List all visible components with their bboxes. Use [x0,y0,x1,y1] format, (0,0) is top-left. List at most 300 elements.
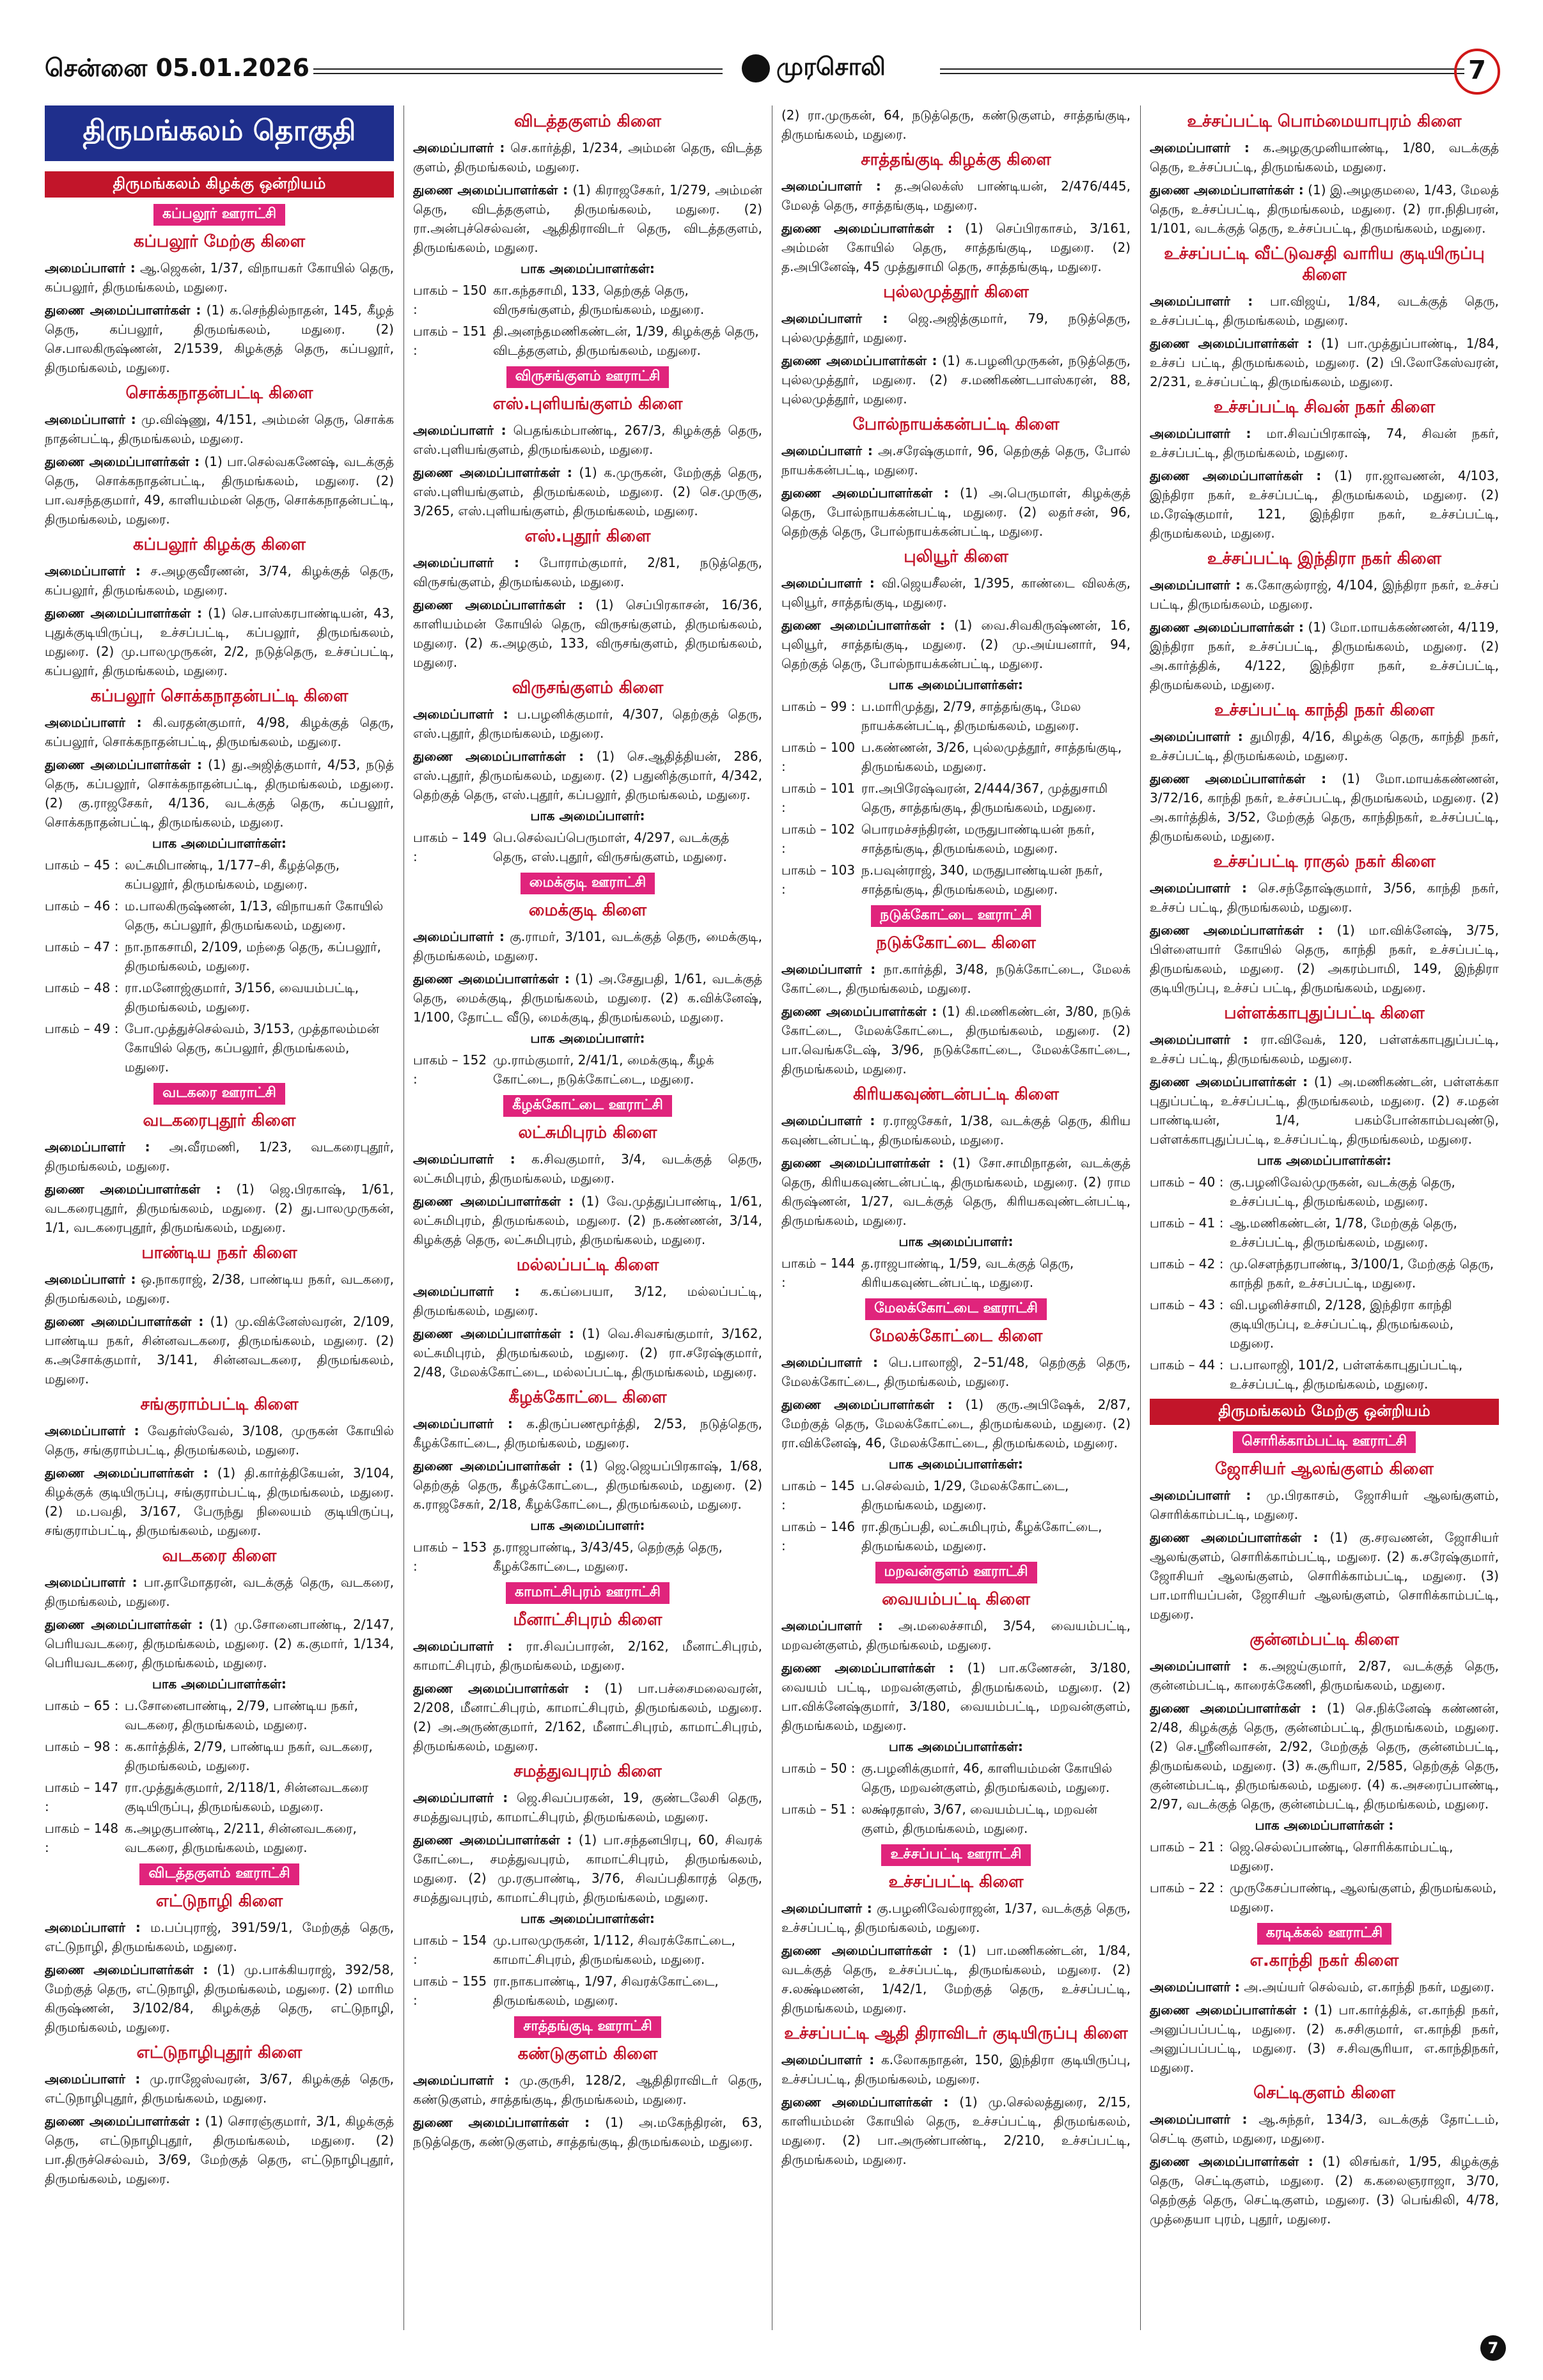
member-entry [1150,2000,1499,2077]
booth-agent-row [45,1778,394,1816]
role-label: அமைப்பாளர் : [413,706,508,722]
member-details: கு.பழனிவேல்ராஜன், 1/37, வடக்குத் தெரு, உச்சப்பட்டி, திருமங்கலம், மதுரை. [781,1901,1131,1935]
role-label: துணை அமைப்பாளர்கள் : [1150,468,1322,483]
booth-agent-details: த.ராஜபாண்டி, 1/59, வடக்குத் தெரு, கிரியகவுண்டன்பட்டி, மதுரை. [861,1256,1074,1290]
member-entry [1150,1977,1499,1996]
member-details: (1) பா.முத்துப்பாண்டி, 1/84, உச்சப் பட்டி, திருமங்கலம், மதுரை. (2) பி.லோகேஸ்வரன், 2/231, உச்சப்பட்டி, திருமங்கலம், மதுரை. [1150,336,1499,389]
role-label: துணை அமைப்பாளர்கள் : [413,1681,590,1696]
member-entry [1150,1072,1499,1149]
member-entry [413,1192,762,1249]
branch-heading: பாண்டிய நகர் கிளை [141,1243,297,1263]
role-label: அமைப்பாளர் : [45,1920,141,1935]
member-details: ரா.சிவப்பாரன், 2/162, மீனாட்சிபுரம், காமாட்சிபுரம், திருமங்கலம், மதுரை. [413,1638,762,1673]
member-entry [1150,1699,1499,1814]
booth-number: பாகம் – 153 : [413,1539,487,1574]
member-details: (1) மு.விக்னேஸ்வரன், 2/109, பாண்டிய நகர், சின்னவடகரை, திருமங்கலம், மதுரை. (2) க.அசோக்குமார், 3/141, சின்னவடகரை, திருமங்கலம், மதுரை. [45,1314,394,1387]
booth-number: பாகம் – 146 : [781,1519,856,1553]
member-details: பா.தாமோதரன், வடக்குத் தெரு, வடகரை, திருமங்கலம், மதுரை. [45,1575,394,1609]
role-label: அமைப்பாளர் : [45,715,142,730]
member-details: (1) க.பழனிமுருகன், நடுத்தெரு, புல்லமுத்தூர், மதுரை. (2) ச.மணிகண்டபாஸ்கரன், 88, புல்லமுத்தூர், மதுரை. [781,353,1131,407]
role-label: அமைப்பாளர் : [45,1272,136,1287]
page-number-badge: 7 [1454,49,1500,95]
member-entry [45,1421,394,1459]
member-details: (1) பா.மணிகண்டன், 1/84, வடக்குத் தெரு, உச்சப்பட்டி, திருமங்கலம், மதுரை. (2) ச.லக்ஷ்மணன், 1/42/1, மேற்குத் தெரு, உச்சப்பட்டி, திருமங்கலம், மதுரை. [781,1943,1131,2016]
booth-number: பாகம் – 48 : [45,980,119,995]
booth-agent-details: கு.பழனிவேல்முருகன், வடக்குத் தெரு, உச்சப்பட்டி, திருமங்கலம், மதுரை. [1230,1174,1455,1209]
member-details: (1) அ.சேதுபதி, 1/61, வடக்குத் தெரு, மைக்குடி, திருமங்கலம், மதுரை. (2) க.விக்னேஷ், 1/100, தோட்ட வீடு, மைக்குடி, திருமங்கலம், மதுரை. [413,971,762,1025]
panchayat-label: மேலக்கோட்டை ஊராட்சி [865,1298,1047,1320]
role-label: அமைப்பாளர் : [413,423,506,438]
member-details: அ.மலைச்சாமி, 3/54, வையம்பட்டி, மறவன்குளம், திருமங்கலம், மதுரை. [781,1618,1131,1653]
union-heading: திருமங்கலம் மேற்கு ஒன்றியம் [1150,1399,1499,1425]
member-entry [45,1463,394,1540]
member-entry [781,1395,1131,1452]
member-details: (1) பா.பச்சைமலைவரன், 2/208, மீனாட்சிபுரம், காமாட்சிபுரம், திருமங்கலம், மதுரை. (2) அ.அருண்குமார், 2/162, மீனாட்சிபுரம், காமாட்சிபுரம், திருமங்கலம், மதுரை. [413,1681,762,1754]
branch-heading: சமத்துவபுரம் கிளை [513,1762,662,1781]
booth-agent-details: ப.செல்வம், 1/29, மேலக்கோட்டை, திருமங்கலம், மதுரை. [861,1478,1069,1513]
role-label: துணை அமைப்பாளர்கள் : [45,2113,200,2129]
panchayat-label: கரடிக்கல் ஊராட்சி [1257,1923,1391,1945]
role-label: துணை அமைப்பாளர்கள் : [781,2094,949,2110]
booth-number: பாகம் – 101 : [781,781,856,815]
member-entry [45,300,394,377]
member-entry [45,755,394,832]
member-entry [1150,424,1499,462]
role-label: துணை அமைப்பாளர்கள் : [1150,1074,1308,1089]
role-label: அமைப்பாளர் : [413,555,519,570]
panchayat-heading [413,873,762,894]
booth-number: பாகம் – 65 : [45,1698,119,1713]
role-label: அமைப்பாளர் : [1150,729,1243,744]
member-entry [1150,292,1499,330]
booth-number: பாகம் – 150 : [413,283,487,317]
role-label: அமைப்பாளர் : [45,412,136,427]
member-details: (1) வெ.சிவசங்குமார், 3/162, லட்சுமிபுரம், திருமங்கலம், மதுரை. (2) ரா.சரேஷ்குமார், 2/48, மேலக்கோட்டை, மல்லப்பட்டி, திருமங்கலம், மதுரை. [413,1326,762,1380]
role-label: அமைப்பாளர் : [781,575,875,591]
booth-number: பாகம் – 102 : [781,821,856,856]
role-label: அமைப்பாளர் : [781,1901,872,1916]
member-details: ஜெ.சிவப்பரகன், 19, குண்டலேசி தெரு, சமத்துவபுரம், காமாட்சிபுரம், திருமங்கலம், மதுரை. [413,1790,762,1824]
booth-number: பாகம் – 149 : [413,830,487,864]
role-label: துணை அமைப்பாளர்கள் : [781,353,937,368]
member-details: மு.குருசி, 128/2, ஆதிதிராவிடர் தெரு, கண்டுகுளம், சாத்தங்குடி, திருமங்கலம், மதுரை. [413,2073,762,2107]
member-entry [1150,1030,1499,1068]
member-entry [45,2112,394,2188]
role-label: துணை அமைப்பாளர்கள் : [45,1314,204,1329]
role-label: அமைப்பாளர் : [413,1416,513,1431]
role-label: துணை அமைப்பாளர்கள் : [413,1326,574,1341]
branch-heading: நடுக்கோட்டை கிளை [876,933,1036,953]
branch-heading: கப்பலூர் சொக்கநாதன்பட்டி கிளை [90,687,349,706]
member-entry [1150,138,1499,176]
member-entry [413,138,762,176]
booth-agent-details: பெ.செல்வப்பெருமாள், 4/297, வடக்குத் தெரு, எஸ்.புதூர், விருசங்குளம், மதுரை. [493,830,730,864]
role-label: அமைப்பாளர் : [1150,1488,1251,1503]
booth-agents-heading: பாக அமைப்பாளர்கள்: [889,677,1023,692]
booth-number: பாகம் – 42 : [1150,1256,1224,1272]
role-label: அமைப்பாளர் : [1150,1032,1248,1047]
branch-heading: உச்சப்பட்டி ராகுல் நகர் கிளை [1213,852,1436,871]
member-details: (1) மு.பாக்கியராஜ், 392/58, மேற்குத் தெரு, எட்டுநாழி, திருமங்கலம், மதுரை. (2) மாரிம கிருஷ்ணன், 3/102/84, கிழக்குத் தெரு, எட்டுநாழி, திருமங்கலம், மதுரை. [45,1962,394,2035]
member-details: அ.அய்யர் செல்வம், எ.காந்தி நகர், மதுரை. [1244,1979,1495,1995]
booth-agent-row [413,1972,762,2010]
member-details: க.லோகநாதன், 150, இந்திரா குடியிருப்பு, உச்சப்பட்டி, திருமங்கலம், மதுரை. [781,2052,1131,2087]
member-details: (1) க.முருகன், மேற்குத் தெரு, எஸ்.புளியங்குளம், திருமங்கலம், மதுரை. (2) செ.முருகு, 3/265, எஸ்.புளியங்குளம், திருமங்கலம், மதுரை. [413,465,762,518]
role-label: துணை அமைப்பாளர்கள் : [781,485,949,501]
role-label: துணை அமைப்பாளர்கள் : [781,618,945,633]
member-entry [45,1179,394,1237]
branch-heading: புல்லமுத்தூர் கிளை [883,283,1029,302]
member-details: (1) இ.அழகுமலை, 1/43, மேலத் தெரு, உச்சப்பட்டி, திருமங்கலம், மதுரை. (2) ரா.நிதிபரன், 1/101, வடக்குத் தெரு, உச்சப்பட்டி, திருமங்கலம், மதுரை. [1150,182,1499,236]
role-label: துணை அமைப்பாளர்கள் : [1150,182,1304,198]
booth-agent-row [781,779,1131,817]
sun-emblem-icon [742,54,770,82]
booth-agent-row [1150,1837,1499,1876]
panchayat-heading [781,905,1131,927]
panchayat-label: மறவன்குளம் ஊராட்சி [875,1562,1037,1583]
member-details: (1) ஜெ.பிரகாஷ், 1/61, வடகரைபுதூர், திருமங்கலம், மதுரை. (2) து.பாலமுருகன், 1/1, வடகரைபுதூர், திருமங்கலம், மதுரை. [45,1181,394,1235]
booth-agents-heading: பாக அமைப்பாளர்கள் : [1255,1817,1394,1833]
role-label: துணை அமைப்பாளர்கள் : [1150,771,1327,786]
masthead [45,52,1500,88]
role-label: துணை அமைப்பாளர்கள் : [45,605,202,621]
panchayat-heading [781,1562,1131,1583]
branch-heading: சங்குராம்பட்டி கிளை [140,1395,299,1414]
booth-agent-row [1150,1878,1499,1917]
booth-number: பாகம் – 40 : [1150,1174,1224,1190]
member-details: பெதங்கம்பாண்டி, 267/3, கிழக்குத் தெரு, எஸ்.புளியங்குளம், திருமங்கலம், மதுரை. [413,423,762,457]
branch-heading: உச்சப்பட்டி வீட்டுவசதி வாரிய குடியிருப்பு கிளை [1164,244,1485,284]
branch-heading: விடத்தகுளம் கிளை [514,112,661,131]
role-label: அமைப்பாளர் : [413,929,505,944]
booth-number: பாகம் – 144 : [781,1256,856,1290]
branch-heading: கப்பலூர் மேற்கு கிளை [133,232,306,251]
booth-agent-row [45,937,394,976]
booth-agent-details: ம.பாலகிருஷ்ணன், 1/13, விநாயகர் கோயில் தெரு, கப்பலூர், திருமங்கலம், மதுரை. [125,898,384,933]
member-details: க.அஜய்குமார், 2/87, வடக்குத் தெரு, குன்னம்பட்டி, காரைக்கேணி, திருமங்கலம், மதுரை. [1150,1658,1499,1693]
booth-number: பாகம் – 46 : [45,898,119,914]
booth-agent-row [1150,1213,1499,1252]
masthead-rule-right [940,68,1464,74]
role-label: அமைப்பாளர் : [413,140,505,155]
constituency-title: திருமங்கலம் தொகுதி [45,105,394,161]
member-entry [781,351,1131,408]
booth-agent-row [45,978,394,1016]
role-label: அமைப்பாளர் : [413,1284,520,1299]
member-details: (1) மா.விக்னேஷ், 3/75, பிள்ளையார் கோயில் தெரு, காந்தி நகர், உச்சப்பட்டி, திருமங்கலம், மதுரை. (2) அகரம்பாமி, 149, இந்திரா குடியிருப்பு, உச்சப் பட்டி, திருமங்கலம், மதுரை. [1150,922,1499,995]
booth-agent-row [781,820,1131,858]
member-entry [1150,1656,1499,1695]
branch-heading: புலியூர் கிளை [904,547,1008,566]
member-entry [1150,466,1499,543]
member-entry [45,1312,394,1388]
member-details: (1) மு.செல்லத்துரை, 2/15, காளியம்மன் கோயில் தெரு, உச்சப்பட்டி, திருமங்கலம், மதுரை. (2) பா.அருண்பாண்டி, 2/210, உச்சப்பட்டி, திருமங்கலம், மதுரை. [781,2094,1131,2167]
member-details: ர.ராஜசேகர், 1/38, வடக்குத் தெரு, கிரிய கவுண்டன்பட்டி, திருமங்கலம், மதுரை. [781,1113,1131,1147]
member-entry [413,1324,762,1381]
panchayat-heading [413,366,762,388]
booth-agents-heading: பாக அமைப்பாளர்கள்: [521,261,655,276]
member-entry [781,1941,1131,2018]
role-label: அமைப்பாளர் : [1150,2112,1248,2127]
member-details: (1) செ.ஆதித்தியன், 286, எஸ்.புதூர், திருமங்கலம், மதுரை. (2) பதுனித்குமார், 4/342, தெற்குத் தெரு, எஸ்.புதூர், கப்பலூர், திருமங்கலம், மதுரை. [413,749,762,802]
member-details: (1) அ.மகேந்திரன், 63, நடுத்தெரு, கண்டுகுளம், சாத்தங்குடி, திருமங்கலம், மதுரை. [413,2115,762,2149]
member-details: நா.கார்த்தி, 3/48, நடுக்கோட்டை, மேலக் கோட்டை, திருமங்கலம், மதுரை. [781,961,1131,996]
member-entry [413,180,762,257]
booth-agent-row [781,1800,1131,1838]
role-label: துணை அமைப்பாளர்கள் : [781,1155,944,1171]
panchayat-label: விருசங்குளம் ஊராட்சி [506,366,670,388]
booth-agent-details: ரா.முத்துக்குமார், 2/118/1, சின்னவடகரை குடியிருப்பு, திருமங்கலம், மதுரை. [125,1780,369,1814]
booth-agent-row [413,828,762,866]
member-details: போராம்குமார், 2/81, நடுத்தெரு, விருசங்குளம், திருமங்கலம், மதுரை. [413,555,762,589]
role-label: துணை அமைப்பாளர்கள் : [1150,619,1304,635]
role-label: துணை அமைப்பாளர்கள் : [781,221,953,236]
member-entry [781,441,1131,479]
role-label: துணை அமைப்பாளர்கள் : [1150,1700,1317,1716]
branch-heading: எஸ்.புளியங்குளம் கிளை [492,394,683,414]
booth-agents-heading: பாக அமைப்பாளர்கள்: [889,1739,1023,1754]
booth-agent-row [1150,1295,1499,1353]
booth-number: பாகம் – 151 : [413,323,487,358]
role-label: துணை அமைப்பாளர்கள் : [413,182,568,198]
member-details: ம.பப்புராஜ், 391/59/1, மேற்குத் தெரு, எட்டுநாழி, திருமங்கலம், மதுரை. [45,1920,394,1954]
booth-agent-details: மு.பாலமுருகன், 1/112, சிவரக்கோட்டை, காமாட்சிபுரம், திருமங்கலம், மதுரை. [493,1933,735,1967]
role-label: அமைப்பாளர் : [781,1618,883,1633]
booth-agent-row [413,281,762,319]
newspaper-logo [742,52,886,84]
member-entry [1150,1486,1499,1524]
booth-number: பாகம் – 43 : [1150,1297,1224,1312]
panchayat-heading [781,1298,1131,1320]
column-3 [781,105,1131,2330]
booth-agent-row [45,1737,394,1775]
booth-agent-details: ரா.நாகபாண்டி, 1/97, சிவரக்கோட்டை, திருமங்கலம், மதுரை. [493,1973,719,2008]
booth-number: பாகம் – 98 : [45,1739,119,1754]
booth-agent-details: கு.பழனிக்குமார், 46, காளியம்மன் கோயில் தெரு, மறவன்குளம், திருமங்கலம், மதுரை. [861,1761,1113,1795]
role-label: துணை அமைப்பாளர்கள் : [781,1004,937,1019]
booth-agent-details: போ.முத்துச்செல்வம், 3/153, முத்தாலம்மன் கோயில் தெரு, கப்பலூர், திருமங்கலம், மதுரை. [125,1021,379,1075]
branch-heading: எட்டுநாழிபுதூர் கிளை [136,2043,302,2062]
member-entry [413,1679,762,1755]
union-heading: திருமங்கலம் கிழக்கு ஒன்றியம் [45,171,394,198]
panchayat-label: நடுக்கோட்டை ஊராட்சி [871,905,1041,927]
booth-agents-heading: பாக அமைப்பாளர்: [530,808,645,823]
booth-number: பாகம் – 50 : [781,1761,856,1776]
booth-agent-details: கா.கந்தசாமி, 133, தெற்குத் தெரு, விருசங்குளம், திருமங்கலம், மதுரை. [493,283,705,317]
member-entry [413,927,762,965]
branch-heading: உச்சப்பட்டி இந்திரா நகர் கிளை [1207,549,1442,568]
member-details: (1) செப்பிரகாசன், 16/36, காளியம்மன் கோயில் தெரு, விருசங்குளம், திருமங்கலம், மதுரை. (2) க.அழகும், 133, விருசங்குளம், திருமங்கலம், மதுரை. [413,597,762,670]
member-details: மா.சிவப்பிரகாஷ், 74, சிவன் நகர், உச்சப்பட்டி, திருமங்கலம், மதுரை. [1150,426,1499,460]
role-label: துணை அமைப்பாளர்கள் : [781,1660,954,1676]
member-details: கு.ராமர், 3/101, வடக்குத் தெரு, மைக்குடி, திருமங்கலம், மதுரை. [413,929,762,963]
panchayat-heading [45,204,394,226]
member-entry [781,1153,1131,1230]
member-entry [413,1414,762,1452]
booth-agent-details: ந.பவுன்ராஜ், 340, மருதுபாண்டியன் நகர், சாத்தங்குடி, திருமங்கலம், மதுரை. [861,862,1103,897]
role-label: அமைப்பாளர் : [413,1790,508,1805]
booth-agent-details: ப.கண்ணன், 3/26, புல்லமுத்தூர், சாத்தங்குடி, திருமங்கலம், மதுரை. [861,740,1122,774]
branch-heading: கப்பலூர் கிழக்கு கிளை [132,535,306,554]
branch-heading: மேலக்கோட்டை கிளை [869,1326,1043,1346]
member-details: (1) செ.பாஸ்கரபாண்டியன், 43, புதுக்குடியிருப்பு, உச்சப்பட்டி, கப்பலூர், திருமங்கலம், மதுரை. (2) மு.பாலமுருகன், 2/2, நடுத்தெரு, உச்சப்பட்டி, கப்பலூர், திருமங்கலம், மதுரை. [45,605,394,678]
role-label: துணை அமைப்பாளர்கள் : [413,971,570,986]
member-details: க.சிவகுமார், 3/4, வடக்குத் தெரு, லட்சுமிபுரம், திருமங்கலம், மதுரை. [413,1151,762,1186]
member-details: (1) க.செந்தில்நாதன், 145, கீழத் தெரு, கப்பலூர், திருமங்கலம், மதுரை. (2) செ.பாலகிருஷ்ணன், 2/1539, கிழக்குத் தெரு, கப்பலூர், திருமங்கலம், மதுரை. [45,302,394,375]
booth-number: பாகம் – 103 : [781,862,856,897]
newspaper-name: முரசொலி [776,52,886,81]
booth-number: பாகம் – 22 : [1150,1880,1224,1895]
member-entry [781,1899,1131,1937]
member-entry [1150,921,1499,997]
branch-heading: கிரியகவுண்டன்பட்டி கிளை [853,1085,1059,1104]
member-entry [45,1615,394,1672]
member-details: மு.ராஜேஸ்வரன், 3/67, கிழக்குத் தெரு, எட்டுநாழிபுதூர், திருமங்கலம், மதுரை. [45,2071,394,2106]
booth-number: பாகம் – 41 : [1150,1215,1224,1231]
panchayat-heading [1150,1923,1499,1945]
article-columns [45,105,1500,2330]
role-label: துணை அமைப்பாளர்கள் : [1150,922,1323,938]
role-label: துணை அமைப்பாளர்கள் : [1150,2154,1313,2169]
role-label: அமைப்பாளர் : [1150,1979,1240,1995]
booth-agent-row [45,896,394,935]
member-details: (1) கு.சரவணன், ஜோசியர் ஆலங்குளம், சொரிக்காம்பட்டி, மதுரை. (2) க.சரேஷ்குமார், ஜோசியர் ஆலங்குளம், சொரிக்காம்பட்டி, மதுரை. (3) பா.மாரியப்பன், ஜோசியர் ஆலங்குளம், சொரிக்காம்பட்டி, மதுரை. [1150,1530,1499,1622]
member-entry [45,258,394,297]
panchayat-label: சாத்தங்குடி ஊராட்சி [514,2016,661,2038]
member-entry [413,1788,762,1826]
member-entry [45,452,394,529]
role-label: அமைப்பாளர் : [781,961,876,977]
role-label: அமைப்பாளர் : [45,2071,141,2087]
booth-number: பாகம் – 148 : [45,1821,119,1855]
branch-heading: கீழக்கோட்டை கிளை [508,1388,667,1407]
booth-agent-row [781,1476,1131,1514]
member-details: (1) மு.சோனைபாண்டி, 2/147, பெரியவடகரை, திருமங்கலம், மதுரை. (2) க.குமார், 1/134, பெரியவடகரை, திருமங்கலம், மதுரை. [45,1617,394,1670]
booth-number: பாகம் – 44 : [1150,1357,1224,1373]
member-details: பா.விஜய், 1/84, வடக்குத் தெரு, உச்சப்பட்டி, திருமங்கலம், மதுரை. [1150,293,1499,328]
panchayat-label: சொரிக்காம்பட்டி ஊராட்சி [1233,1431,1416,1453]
booth-number: பாகம் – 145 : [781,1478,856,1513]
role-label: துணை அமைப்பாளர்கள் : [1150,336,1313,351]
member-details: ரா.விவேக், 120, பள்ளக்காபுதுப்பட்டி, உச்சப் பட்டி, திருமங்கலம், மதுரை. [1150,1032,1499,1066]
branch-heading: உச்சப்பட்டி பொம்மையாபுரம் கிளை [1187,112,1462,131]
booth-number: பாகம் – 154 : [413,1933,487,1967]
member-entry [45,603,394,680]
role-label: அமைப்பாளர் : [45,563,141,579]
booth-agent-row [413,1931,762,1969]
booth-number: பாகம் – 49 : [45,1021,119,1036]
branch-heading: வடகரை கிளை [162,1546,277,1566]
role-label: துணை அமைப்பாளர்கள் : [413,1832,572,1847]
member-entry [413,421,762,459]
panchayat-heading [413,2016,762,2038]
member-entry [781,1002,1131,1078]
member-details: வி.ஜெயசீலன், 1/395, காண்டை விலக்கு, புலியூர், சாத்தங்குடி, மதுரை. [781,575,1131,610]
booth-number: பாகம் – 99 : [781,699,856,714]
role-label: அமைப்பாளர் : [781,443,873,458]
branch-heading: வடகரைபுதூர் கிளை [143,1111,296,1130]
member-details: ஆ.சுந்தர், 134/3, வடக்குத் தோட்டம், செட்டி குளம், மதுரை, மதுரை. [1150,2112,1499,2146]
booth-agent-row [413,1050,762,1089]
member-details: (1) பா.கார்த்திக், எ.காந்தி நகர், அனுப்பப்பட்டி, மதுரை. (2) க.சசிகுமார், எ.காந்தி நகர், அனுப்பப்பட்டி, மதுரை. (3) ச.சிவசூரியா, எ.காந்திநகர், மதுரை. [1150,2002,1499,2075]
member-entry [1150,727,1499,765]
member-details: (2) ரா.முருகன், 64, நடுத்தெரு, கண்டுகுளம், சாத்தங்குடி, திருமங்கலம், மதுரை. [781,107,1131,142]
role-label: அமைப்பாளர் : [1150,140,1249,155]
branch-heading: சொக்கநாதன்பட்டி கிளை [125,384,313,403]
member-entry [781,1353,1131,1391]
member-details: (1) கிராஜசேகர், 1/279, அம்மன் தெரு, விடத்தகுளம், திருமங்கலம், மதுரை. (2) ரா.அன்புச்செல்வன், ஆதிதிராவிடர் தெரு, விடத்தகுளம், திருமங்கலம், மதுரை. [413,182,762,255]
booth-agent-details: ரா.அபிரேஷ்வரன், 2/444/367, முத்துசாமி தெரு, சாத்தங்குடி, திருமங்கலம், மதுரை. [861,781,1108,815]
member-entry [781,219,1131,276]
member-details: (1) செப்பிரகாசம், 3/161, அம்மன் கோயில் தெரு, சாத்தங்குடி, மதுரை. (2) த.அபினேஷ், 45 முத்துசாமி தெரு, சாத்தங்குடி, மதுரை. [781,221,1131,274]
member-details: வேதர்ஸ்வேல், 3/108, முருகன் கோயில் தெரு, சங்குராம்பட்டி, திருமங்கலம், மதுரை. [45,1423,394,1458]
member-details: த.அலெக்ஸ் பாண்டியன், 2/476/445, மேலத் தெரு, சாத்தங்குடி, மதுரை. [781,178,1131,213]
member-entry [45,1270,394,1308]
booth-number: பாகம் – 21 : [1150,1839,1224,1855]
member-details: (1) து.அஜித்குமார், 4/53, நடுத் தெரு, கப்பலூர், சொக்கநாதன்பட்டி, திருமங்கலம், மதுரை. (2) கு.ராஜசேகர், 4/136, வடக்குத் தெரு, கப்பலூர், சொக்கநாதன்பட்டி, திருமங்கலம், மதுரை. [45,757,394,830]
branch-heading: உச்சப்பட்டி காந்தி நகர் கிளை [1214,701,1435,720]
role-label: துணை அமைப்பாளர்கள் : [413,1194,574,1209]
booth-agent-details: முருகேசப்பாண்டி, ஆலங்குளம், திருமங்கலம், மதுரை. [1230,1880,1497,1915]
role-label: துணை அமைப்பாளர்கள் : [45,1962,208,1977]
branch-heading: விருசங்குளம் கிளை [512,678,664,697]
role-label: துணை அமைப்பாளர்கள் : [45,454,200,469]
booth-agent-details: ரா.திருப்பதி, லட்சுமிபுரம், கீழக்கோட்டை, திருமங்கலம், மதுரை. [861,1519,1102,1553]
branch-heading: செட்டிகுளம் கிளை [1253,2083,1395,2103]
booth-agent-row [413,1537,762,1576]
booth-agent-details: ஆ.மணிகண்டன், 1/78, மேற்குத் தெரு, உச்சப்பட்டி, திருமங்கலம், மதுரை. [1230,1215,1457,1250]
member-entry [781,483,1131,541]
role-label: அமைப்பாளர் : [781,311,888,326]
member-details: (1) தி.கார்த்திகேயன், 3/104, கிழக்குக் குடியிருப்பு, சங்குராம்பட்டி, திருமங்கலம், மதுரை. (2) ம.பவதி, 3/167, பேருந்து நிலையம் குடியிருப்பு, சங்குராம்பட்டி, திருமங்கலம், மதுரை. [45,1465,394,1538]
member-details: (1) மோ.மாயக்கண்ணன், 4/119, இந்திரா நகர், உச்சப்பட்டி, திருமங்கலம், மதுரை. (2) அ.கார்த்திக், 4/122, இந்திரா நகர், உச்சப்பட்டி, திருமங்கலம், மதுரை. [1150,619,1499,692]
member-entry [1150,2152,1499,2228]
member-details: மு.பிரகாசம், ஜோசியர் ஆலங்குளம், சொரிக்காம்பட்டி, மதுரை. [1150,1488,1499,1522]
branch-heading: சாத்தங்குடி கிழக்கு கிளை [861,150,1051,169]
member-entry [45,561,394,600]
member-entry [1150,575,1499,614]
member-details: (1) சோ.சாமிநாதன், வடக்குத் தெரு, கிரியகவுண்டன்பட்டி, திருமங்கலம், மதுரை. (2) ராம கிருஷ்ணன், 1/27, வடக்குத் தெரு, கிரியகவுண்டன்பட்டி, திருமங்கலம், மதுரை. [781,1155,1131,1228]
member-entry [413,1830,762,1907]
booth-number: பாகம் – 147 : [45,1780,119,1814]
booth-agent-details: லட்சுமிபாண்டி, 1/177–சி, கீழத்தெரு, கப்பலூர், திருமங்கலம், மதுரை. [125,857,340,892]
branch-heading: வையம்பட்டி கிளை [882,1590,1030,1609]
role-label: அமைப்பாளர் : [1150,880,1248,896]
panchayat-heading [413,1095,762,1117]
member-details: (1) பா.கணேசன், 3/180, வையம் பட்டி, மறவன்குளம், திருமங்கலம், மதுரை. (2) பா.விக்னேஷ்குமார், 3/180, வையம்பட்டி, மறவன்குளம், திருமங்கலம், மதுரை. [781,1660,1131,1733]
booth-agent-details: ஜெ.செல்லப்பாண்டி, சொரிக்காம்பட்டி, மதுரை. [1230,1839,1453,1874]
role-label: அமைப்பாளர் : [781,2052,875,2067]
member-details: க.கோகுல்ராஜ், 4/104, இந்திரா நகர், உச்சப் பட்டி, திருமங்கலம், மதுரை. [1150,577,1499,612]
role-label: அமைப்பாளர் : [1150,293,1253,309]
booth-agent-details: ப.சோனைபாண்டி, 2/79, பாண்டிய நகர், வடகரை, திருமங்கலம், மதுரை. [125,1698,358,1732]
member-entry [413,969,762,1027]
panchayat-heading [781,1844,1131,1866]
branch-heading: உச்சப்பட்டி ஆதி திராவிடர் குடியிருப்பு கிளை [784,2024,1128,2043]
column-2 [413,105,762,2330]
member-details: (1) பா.சந்தனபிரபு, 60, சிவரக் கோட்டை, சமத்துவபுரம், காமாட்சிபுரம், திருமங்கலம், மதுரை. (2) மு.ரகுபாண்டி, 3/76, சிவப்பதிகாரத் தெரு, சமத்துவபுரம், காமாட்சிபுரம், திருமங்கலம், மதுரை. [413,1832,762,1905]
member-entry [413,1149,762,1188]
member-entry [781,573,1131,612]
booth-agent-row [781,860,1131,899]
member-details: செ.கார்த்தி, 1/234, அம்மன் தெரு, விடத்த குளம், திருமங்கலம், மதுரை. [413,140,762,175]
role-label: துணை அமைப்பாளர்கள் : [413,597,584,612]
member-details: க.கப்பையா, 3/12, மல்லப்பட்டி, திருமங்கலம், மதுரை. [413,1284,762,1318]
member-entry [45,2069,394,2108]
role-label: அமைப்பாளர் : [781,1355,879,1370]
booth-agents-heading: பாக அமைப்பாளர்கள்: [1257,1153,1391,1168]
role-label: துணை அமைப்பாளர்கள் : [45,757,202,772]
